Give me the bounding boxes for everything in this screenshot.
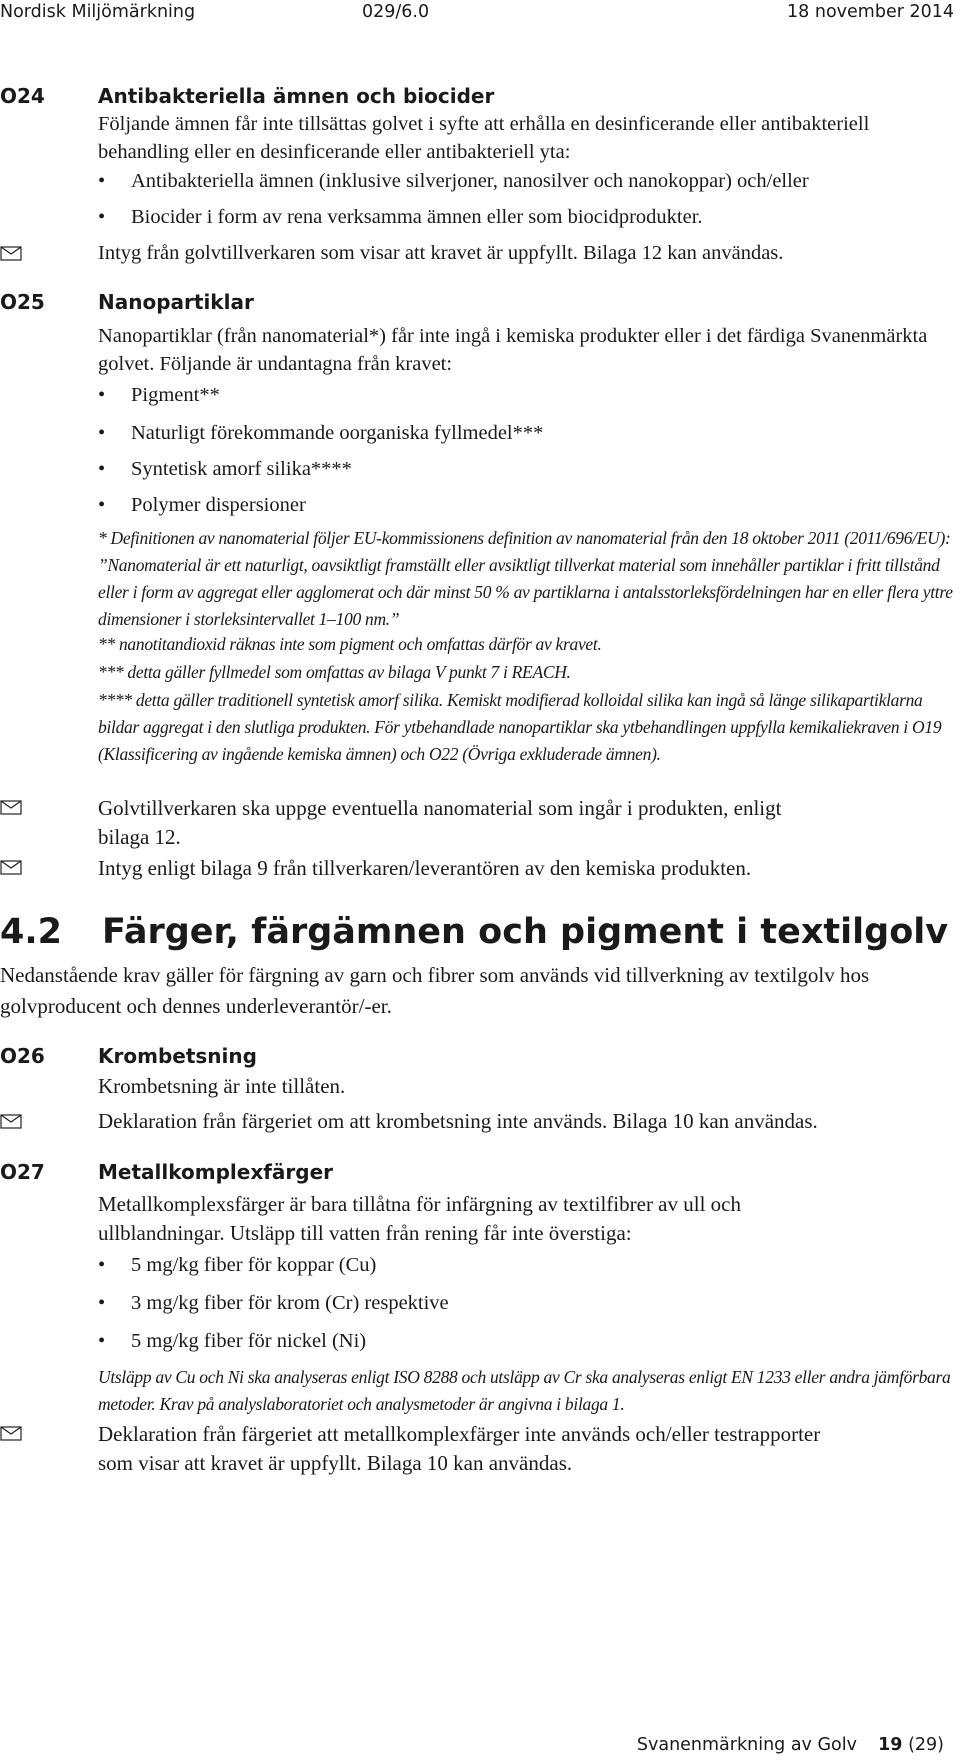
list-item: • Pigment** bbox=[98, 384, 220, 406]
requirement-text-o27: Metallkomplexsfärger är bara tillåtna för infärgning av textilfibrer av ull och ullblandningar. Utsläpp till vatten från rening får inte överstiga: bbox=[98, 1192, 741, 1245]
bullet-icon: • bbox=[98, 422, 106, 444]
bullet-icon: • bbox=[98, 206, 106, 228]
list-item: • 5 mg/kg fiber för koppar (Cu) bbox=[98, 1254, 377, 1276]
verification-text-o26: Deklaration från färgeriet om att krombetsning inte används. Bilaga 10 kan användas. bbox=[98, 1109, 818, 1133]
list-item: • Polymer dispersioner bbox=[98, 494, 306, 516]
header-date: 18 november 2014 bbox=[787, 2, 954, 22]
list-item: • Antibakteriella ämnen (inklusive silverjoner, nanosilver och nanokoppar) och/eller bbox=[98, 170, 809, 192]
verification-text-o27: Deklaration från färgeriet att metallkomplexfärger inte används och/eller testrapporter som visar att kravet är uppfyllt. Bilaga 10 kan användas. bbox=[98, 1422, 821, 1475]
list-item: • Naturligt förekommande oorganiska fyllmedel*** bbox=[98, 422, 544, 444]
section-title: Färger, färgämnen och pigment i textilgolv bbox=[102, 912, 949, 952]
requirement-title-o25: Nanopartiklar bbox=[98, 290, 254, 314]
header-org: Nordisk Miljömärkning bbox=[0, 2, 196, 22]
bullet-icon: • bbox=[98, 170, 106, 192]
bullet-icon: • bbox=[98, 458, 106, 480]
footnote-pigment: ** nanotitandioxid räknas inte som pigment och omfattas därför av kravet. bbox=[98, 634, 602, 654]
verification-text-o25-nanomaterial: Golvtillverkaren ska uppge eventuella nanomaterial som ingår i produkten, enligt bilaga 12. bbox=[98, 796, 782, 849]
page-header bbox=[0, 2, 960, 26]
bullet-icon: • bbox=[98, 1292, 106, 1314]
footnote-definition: * Definitionen av nanomaterial följer EU-kommissionens definition av nanomaterial från den 18 oktober 2011 (2011/696/EU): ”Nanomaterial är ett naturligt, oavsiktligt framställt eller avsiktligt tillverkat material som innehåller partiklar i fritt tillstånd eller i form av aggregat eller agglomerat och där minst 50 % av partiklarna i antalsstorleksfördelningen har en eller flera yttre dimensioner i storleksintervallet 1–100 nm.” bbox=[98, 528, 953, 629]
list-item: • Biocider i form av rena verksamma ämnen eller som biocidprodukter. bbox=[98, 206, 703, 228]
bullet-icon: • bbox=[98, 1254, 106, 1276]
page-footer bbox=[637, 1735, 944, 1755]
list-item: • 3 mg/kg fiber för krom (Cr) respektive bbox=[98, 1292, 449, 1314]
bullet-icon: • bbox=[98, 1330, 106, 1352]
requirement-title-o26: Krombetsning bbox=[98, 1044, 257, 1068]
footer-page-number: 19 bbox=[878, 1735, 903, 1755]
requirement-title-o27: Metallkomplexfärger bbox=[98, 1160, 334, 1184]
verification-text-o24: Intyg från golvtillverkaren som visar att kravet är uppfyllt. Bilaga 12 kan användas. bbox=[98, 242, 784, 264]
section-number: 4.2 bbox=[0, 912, 63, 952]
envelope-icon bbox=[0, 1426, 22, 1441]
envelope-icon bbox=[0, 860, 22, 875]
envelope-icon bbox=[0, 1114, 22, 1129]
list-item: • Syntetisk amorf silika**** bbox=[98, 458, 352, 480]
envelope-icon bbox=[0, 246, 22, 261]
section-intro: Nedanstående krav gäller för färgning av garn och fibrer som används vid tillverkning av textilgolv hos golvproducent och dennes underleverantör/-er. bbox=[0, 963, 870, 1018]
requirement-id-o25: O25 bbox=[0, 290, 45, 314]
requirement-id-o24: O24 bbox=[0, 84, 45, 108]
footer-page-total: (29) bbox=[908, 1735, 944, 1755]
verification-text-o25-declaration: Intyg enligt bilaga 9 från tillverkaren/leverantören av den kemiska produkten. bbox=[98, 856, 752, 880]
list-item: • 5 mg/kg fiber för nickel (Ni) bbox=[98, 1330, 367, 1352]
requirement-id-o26: O26 bbox=[0, 1044, 45, 1068]
requirement-title-o24: Antibakteriella ämnen och biocider bbox=[98, 84, 495, 108]
bullet-icon: • bbox=[98, 494, 106, 516]
header-version: 029/6.0 bbox=[362, 2, 430, 22]
footnote-silica: **** detta gäller traditionell syntetisk amorf silika. Kemiskt modifierad kolloidal silika kan ingå så länge silikapartiklarna bildar aggregat i den slutliga produkten. För ytbehandlade nanopartiklar ska ytbehandlingen uppfylla kemikaliekraven i O19 (Klassificering av ingående kemiska ämnen) och O22 (Övriga exkluderade ämnen). bbox=[98, 690, 942, 764]
footnote-fillers: *** detta gäller fyllmedel som omfattas av bilaga V punkt 7 i REACH. bbox=[98, 662, 571, 682]
footer-title: Svanenmärkning av Golv bbox=[636, 1735, 857, 1755]
analysis-note-o27: Utsläpp av Cu och Ni ska analyseras enligt ISO 8288 och utsläpp av Cr ska analyseras enligt EN 1233 eller andra jämförbara metoder. Krav på analyslaboratoriet och analysmetoder är angivna i bilaga 1. bbox=[98, 1367, 951, 1414]
envelope-icon bbox=[0, 800, 22, 815]
requirement-id-o27: O27 bbox=[0, 1160, 45, 1184]
requirement-text-o26: Krombetsning är inte tillåten. bbox=[98, 1074, 346, 1098]
requirement-text-o24: Följande ämnen får inte tillsättas golvet i syfte att erhålla en desinficerande eller antibakteriell behandling eller en desinficerande eller antibakteriell yta: bbox=[98, 113, 870, 163]
requirement-text-o25: Nanopartiklar (från nanomaterial*) får inte ingå i kemiska produkter eller i det färdiga Svanenmärkta golvet. Följande är undantagna från kravet: bbox=[98, 325, 928, 375]
section-heading bbox=[0, 912, 948, 952]
bullet-icon: • bbox=[98, 384, 106, 406]
